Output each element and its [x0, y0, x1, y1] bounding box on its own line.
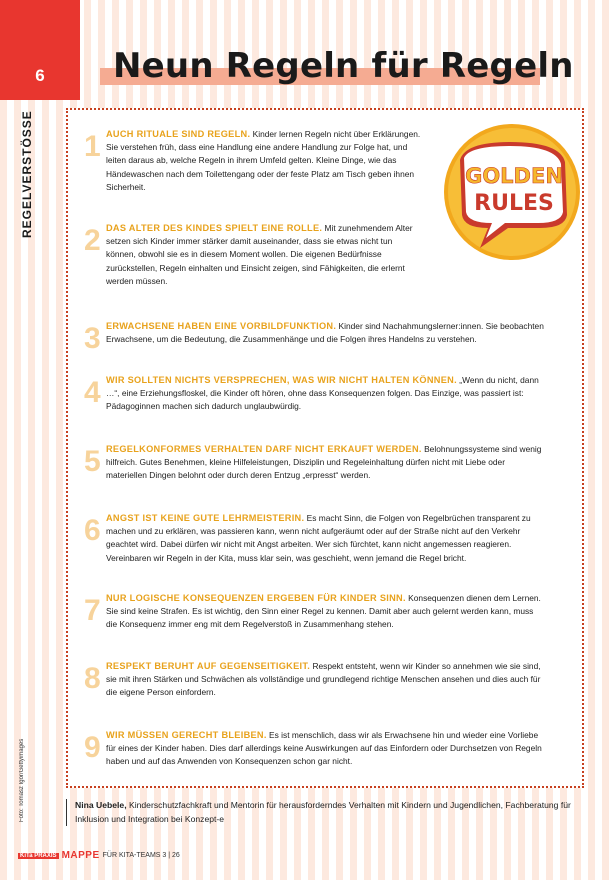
- footer-issue: FÜR KITA-TEAMS 3 | 26: [102, 852, 180, 859]
- rule-text: Kinder sind Nachahmungslerner:innen. Sie beobachten Erwachsene, um die Bedeutung, die Zusammenhänge und die Folgen ihres Handelns zu verstehen.: [106, 321, 544, 345]
- rule-text: Es ist menschlich, dass wir als Erwachsene hin und wieder eine Vorliebe für eines der Kinder haben. Dies darf allerdings keine Auswirkungen auf das Einfordern oder Durchsetzen von Regeln haben und auf das Anwenden von Konsequenzen schon gar nicht.: [106, 730, 542, 767]
- rule-number: 3: [84, 322, 101, 355]
- rule-title: DAS ALTER DES KINDES SPIELT EINE ROLLE.: [106, 223, 323, 233]
- rule-number: 8: [84, 662, 101, 695]
- page-number: 6: [0, 0, 80, 100]
- section-label: REGELVERSTÖSSE: [20, 110, 34, 238]
- rule-body: [106, 222, 424, 288]
- author-name: Nina Uebele,: [75, 800, 127, 810]
- rule-number: 2: [84, 224, 101, 257]
- rule-number: 5: [84, 445, 101, 478]
- rule-title: WIR MÜSSEN GERECHT BLEIBEN.: [106, 730, 267, 740]
- rule-item: [84, 320, 544, 355]
- author-bio: Kinderschutzfachkraft und Mentorin für herausforderndes Verhalten mit Kindern und Jugendlichen, Fachberatung für Inklusion und Integration bei Konzept-e: [75, 800, 571, 824]
- rule-title: WIR SOLLTEN NICHTS VERSPRECHEN, WAS WIR NICHT HALTEN KÖNNEN.: [106, 375, 457, 385]
- rule-title: REGELKONFORMES VERHALTEN DARF NICHT ERKAUFT WERDEN.: [106, 444, 422, 454]
- rule-item: [84, 222, 424, 288]
- badge-line1: GOLDEN: [465, 164, 563, 188]
- rule-body: [106, 729, 544, 769]
- rule-body: [106, 660, 544, 700]
- rule-body: [106, 443, 544, 483]
- rule-text: „Wenn du nicht, dann …“, eine Erziehungsfloskel, die Kinder oft hören, ohne dass Konsequenzen folgen. Das Einzige, was passiert ist: Pädagoginnen machen sich dadurch unglaubwürdig.: [106, 375, 539, 412]
- rule-text: Kinder lernen Regeln nicht über Erklärungen. Sie verstehen früh, dass eine Handlung eine andere Handlung zur Folge hat, und leiten daraus ab, welche Regeln in ihrem Umfeld gelten. Kleine Dinge, wie das Händewaschen nach dem Toilettengang oder der feste Platz am Tisch geben ihnen Sicherheit.: [106, 129, 421, 192]
- photo-credit: Foto: Tomasz Igor/Gettyimages: [19, 738, 25, 822]
- rule-number: 4: [84, 376, 101, 409]
- rule-title: RESPEKT BERUHT AUF GEGENSEITIGKEIT.: [106, 661, 311, 671]
- rule-body: [106, 128, 424, 194]
- golden-rules-badge: [430, 120, 600, 270]
- rule-number: 7: [84, 594, 101, 627]
- rule-text: Es macht Sinn, die Folgen von Regelbrüchen transparent zu machen und zu erklären, was passieren kann, wenn nicht aufgeräumt oder auf der Straße nicht auf den Verkehr geachtet wird. Dabei dürfen wir nicht mit Angst arbeiten. Wer sich fürchtet, kann nicht angemessen reagieren. Vereinbaren wir Regeln in der Kita, muss klar sein, was geschieht, wenn jemand die Regel bricht.: [106, 513, 531, 563]
- rule-body: [106, 374, 544, 414]
- rule-item: [84, 660, 544, 700]
- rule-body: [106, 320, 544, 346]
- rule-item: [84, 729, 544, 769]
- author-info: [66, 799, 575, 826]
- rule-text: Belohnungssysteme sind wenig hilfreich. Gutes Benehmen, kleine Hilfeleistungen, Disziplin und Regeleinhaltung dürfen nicht mit Liebe oder materiellen Dingen belohnt oder durch deren Entzug „erpresst“ werden.: [106, 444, 542, 481]
- rule-title: NUR LOGISCHE KONSEQUENZEN ERGEBEN FÜR KINDER SINN.: [106, 593, 406, 603]
- rule-item: [84, 128, 424, 194]
- rule-number: 1: [84, 130, 101, 163]
- rule-number: 6: [84, 514, 101, 547]
- footer: [18, 850, 180, 861]
- rule-title: ERWACHSENE HABEN EINE VORBILDFUNKTION.: [106, 321, 337, 331]
- footer-brand: MAPPE: [61, 850, 100, 861]
- rule-title: ANGST IST KEINE GUTE LEHRMEISTERIN.: [106, 513, 305, 523]
- page-title: Neun Regeln für Regeln: [113, 46, 574, 86]
- rule-title: AUCH RITUALE SIND REGELN.: [106, 129, 251, 139]
- rule-item: [84, 374, 544, 414]
- footer-brand-small: KiTa PRAXIS: [20, 852, 57, 859]
- badge-line2: RULES: [474, 191, 554, 216]
- rule-text: Konsequenzen dienen dem Lernen. Sie sind keine Strafen. Es ist wichtig, den Sinn einer Regel zu kennen. Damit aber auch gelernt werden kann, muss die Konsequenz immer eng mit dem Regelverstoß in Zusammenhang stehen.: [106, 593, 541, 630]
- rule-text: Mit zunehmendem Alter setzen sich Kinder immer stärker damit auseinander, dass sie etwas nicht tun können, obwohl sie es in diesem Moment wollen. Die eigenen Bedürfnisse zurückstellen, Regeln einhalten und Einsicht zeigen, sind Fähigkeiten, die erlernt werden müssen.: [106, 223, 413, 286]
- rule-item: [84, 592, 544, 632]
- rule-body: [106, 512, 544, 565]
- rule-text: Respekt entsteht, wenn wir Kinder so annehmen wie sie sind, sie mit ihren Stärken und Schwächen als vollständige und grundlegend richtige Menschen ansehen und dies auch für die eigene Person einfordern.: [106, 661, 541, 698]
- rule-number: 9: [84, 731, 101, 764]
- rule-item: [84, 443, 544, 483]
- rule-body: [106, 592, 544, 632]
- rule-item: [84, 512, 544, 565]
